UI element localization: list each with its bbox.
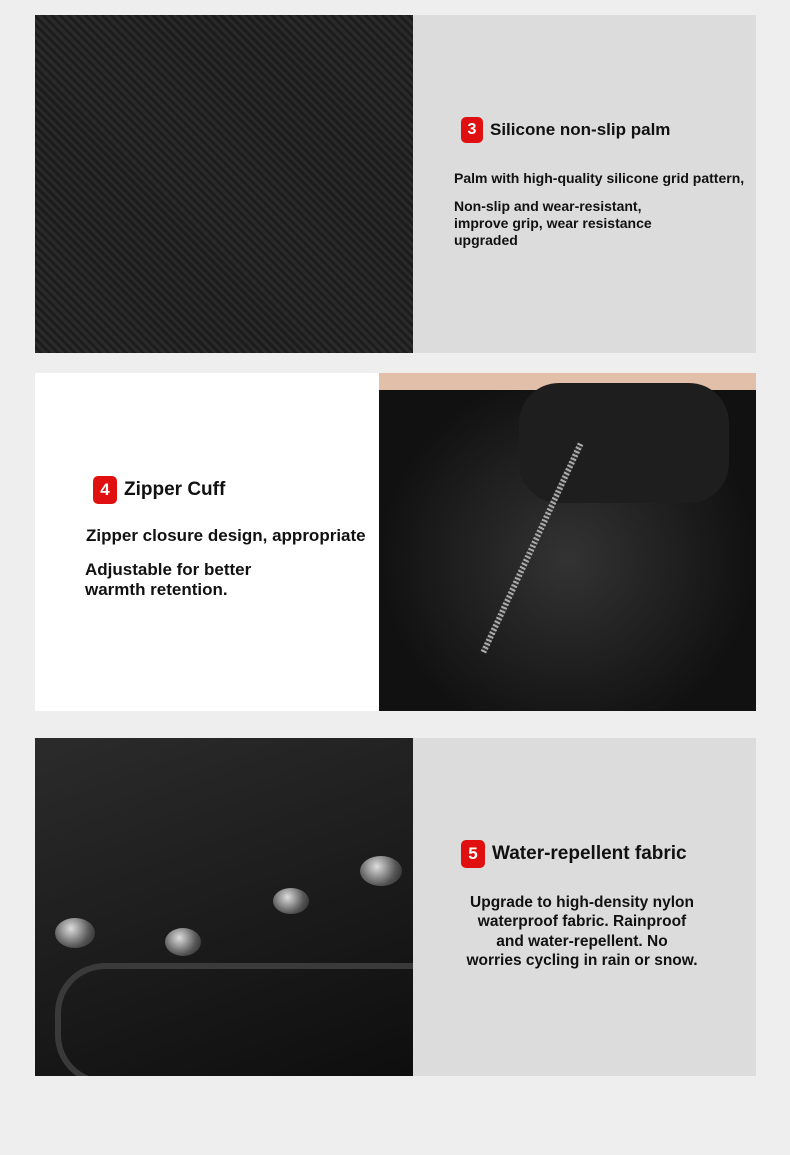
- feature-title: [93, 476, 225, 504]
- feature-desc-1: Palm with high-quality silicone grid pattern,: [454, 170, 745, 186]
- feature-panel-zipper: [35, 373, 756, 711]
- feature-title: [461, 117, 670, 143]
- water-droplet: [360, 856, 402, 886]
- number-badge: 5: [461, 840, 485, 868]
- water-droplet: [55, 918, 95, 948]
- feature-title-text: Silicone non-slip palm: [490, 120, 671, 139]
- feature-panel-palm: [35, 15, 756, 353]
- number-badge: 4: [93, 476, 117, 504]
- glove-cuff-edge: [55, 963, 413, 1076]
- water-droplet: [165, 928, 201, 956]
- water-droplet: [273, 888, 309, 914]
- feature-desc-1: Zipper closure design, appropriate: [86, 526, 366, 545]
- glove-palm-image: [35, 15, 413, 353]
- feature-title-text: Zipper Cuff: [124, 479, 226, 500]
- number-badge: 3: [461, 117, 483, 143]
- feature-desc-2: Non-slip and wear-resistant, improve grip, wear resistance upgraded: [454, 198, 652, 248]
- fleece-cuff: [519, 383, 729, 503]
- glove-zipper-image: [379, 373, 756, 711]
- feature-desc-2: Adjustable for better warmth retention.: [85, 560, 252, 600]
- feature-desc-1: Upgrade to high-density nylon waterproof fabric. Rainproof and water-repellent. No worries cycling in rain or snow.: [466, 894, 698, 970]
- feature-panel-water: [35, 738, 756, 1076]
- glove-water-image: [35, 738, 413, 1076]
- feature-title: [461, 840, 687, 868]
- feature-title-text: Water-repellent fabric: [492, 843, 687, 864]
